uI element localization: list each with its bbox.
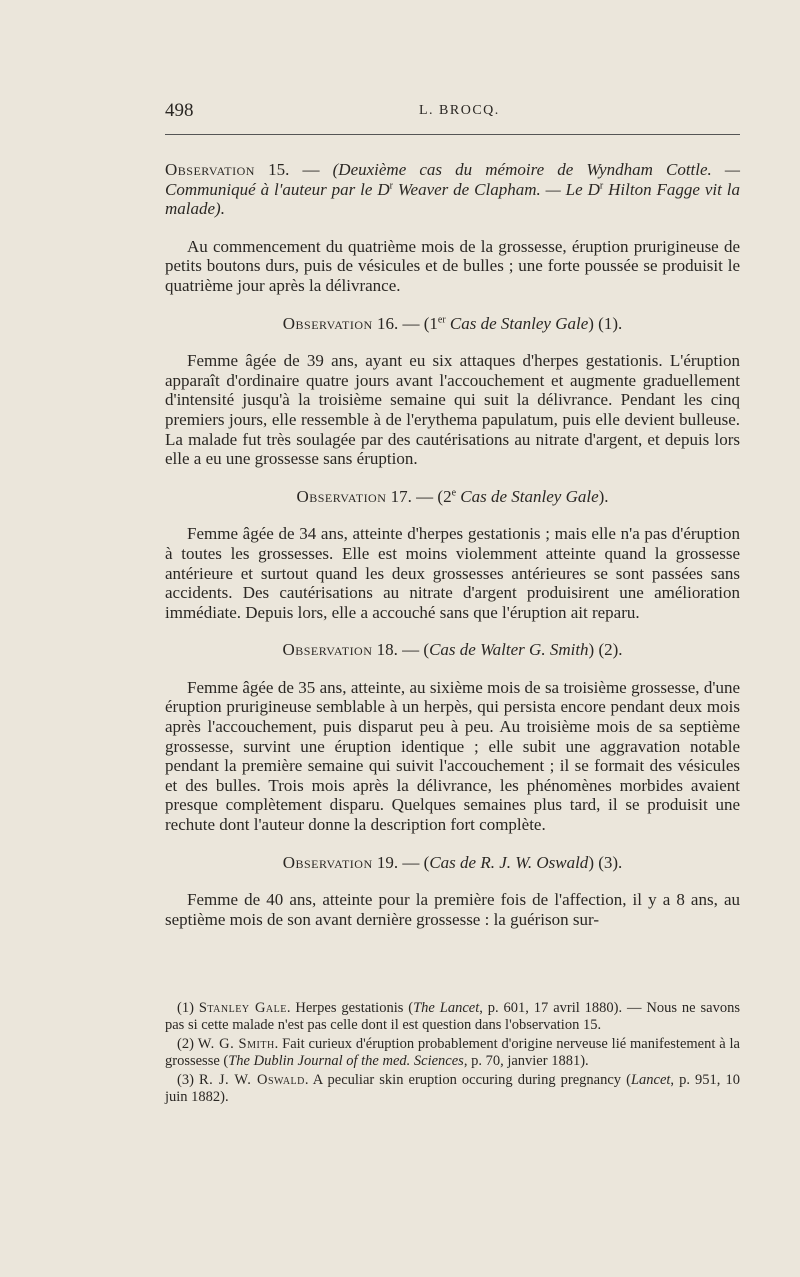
observation-16-text: Femme âgée de 39 ans, ayant eu six attaques d'herpes gestationis. L'éruption apparaît d'ordinaire quatre jours avant l'accouchement et augmente graduellement d'intensité jusqu'à la troisième semaine qui suit la délivrance. Pendant les cinq premiers jours, elle ressemble à de l'erythema papulatum, puis elle devient bulleuse. La malade fut très soulagée par des cautérisations au nitrate d'argent, et depuis lors elle a eu une grossesse sans éruption. <box>165 351 740 469</box>
observation-15-heading: Observation 15. — (Deuxième cas du mémoire de Wyndham Cottle. — Communiqué à l'auteur par le $D^r$ Weaver de Clapham. — Le $D^r$ Hilton Fagge vit la malade). <box>165 160 741 219</box>
observation-19-heading: Observation 19. — (Cas de R. J. W. Oswald) (3). <box>282 852 623 872</box>
observation-18-text: Femme âgée de 35 ans, atteinte, au sixième mois de sa troisième grossesse, d'une éruption prurigineuse semblable à un herpès, qui persista encore pendant deux mois après l'accouchement, puis disparut peu à peu. Au troisième mois de sa septième grossesse, survint une éruption identique ; elle subit une aggravation notable pendant la première semaine qui suivit l'accouchement ; il se formait des vésicules et des bulles. Trois mois après la délivrance, les phénomènes morbides avaient presque complètement disparu. Quelques semaines plus tard, il se produisit une rechute dont l'auteur donne la description fort complète. <box>165 677 740 835</box>
observation-15-text: Au commencement du quatrième mois de la grossesse, éruption prurigineuse de petits boutons durs, puis de vésicules et de bulles ; une forte poussée se produisit le quatrième jour après la délivrance. <box>165 236 740 295</box>
footnote: (1) Stanley Gale. Herpes gestationis (The Lancet, p. 601, 17 avril 1880). — Nous ne savons pas si cette malade n'est pas celle dont il est question dans l'observation 15. <box>165 1000 740 1033</box>
observation-17-text: Femme âgée de 34 ans, atteinte d'herpes gestationis ; mais elle n'a pas d'éruption à toutes les grossesses. Elle est moins violemment atteinte quand la grossesse antérieure et surtout quand les deux grossesses antérieures se sont passées sans accidents. Des cautérisations au nitrate d'argent produisirent une amélioration immédiate. Depuis lors, elle a accouché sans que l'éruption ait reparu. <box>165 524 740 622</box>
observation-16-heading: Observation 16. — (1er Cas de Stanley Gale) (1). <box>282 313 623 333</box>
footnotes <box>165 1000 740 1108</box>
footnote: (2) W. G. Smith. Fait curieux d'éruption probablement d'origine nerveuse lié manifestement à la grossesse (The Dublin Journal of the med. Sciences, p. 70, janvier 1881). <box>165 1036 740 1069</box>
footnote: (3) R. J. W. Oswald. A peculiar skin eruption occuring during pregnancy (Lancet, p. 951, 10 juin 1882). <box>165 1072 740 1105</box>
observation-17-heading: Observation 17. — (2e Cas de Stanley Gale). <box>296 486 609 506</box>
header-rule <box>165 134 740 135</box>
running-head: L. BROCQ. <box>419 103 500 118</box>
observation-19-text: Femme de 40 ans, atteinte pour la première fois de l'affection, il y a 8 ans, au septième mois de son avant dernière grossesse : la guérison sur- <box>165 890 740 929</box>
observation-18-heading: Observation 18. — (Cas de Walter G. Smith) (2). <box>282 640 623 660</box>
main-text <box>165 160 740 929</box>
page-number: 498 <box>165 100 194 121</box>
page-header <box>165 100 740 128</box>
